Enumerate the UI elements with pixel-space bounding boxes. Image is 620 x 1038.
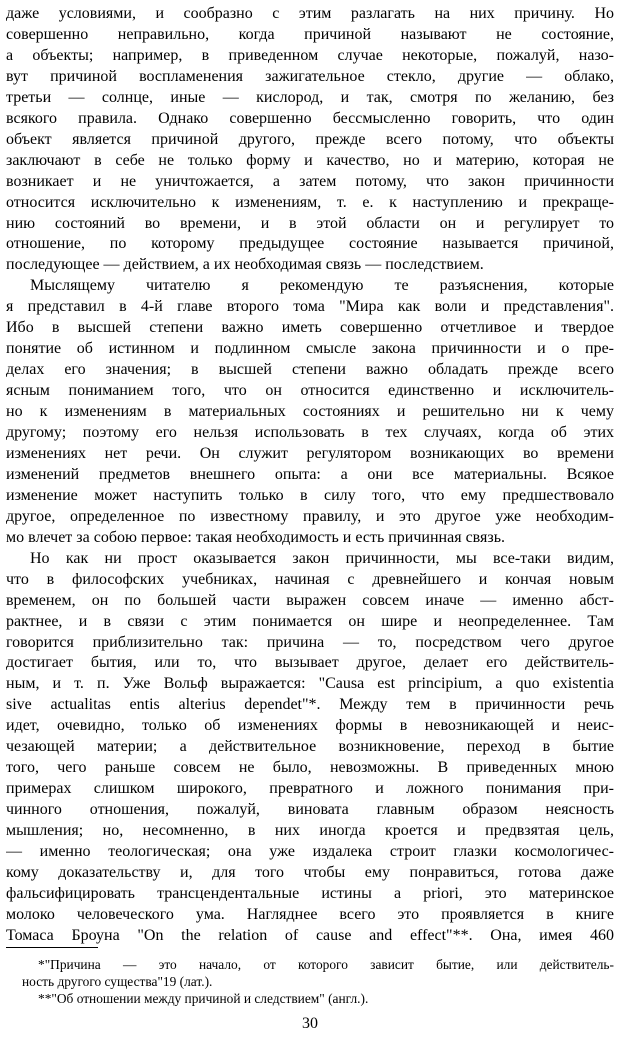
text-line: даже условиями, и сообразно с этим разлагать на них причину. Но	[6, 5, 614, 22]
text-line: всякого правила. Однако совершенно бессмысленно говорить, что один	[6, 109, 614, 127]
page-number: 30	[302, 1015, 318, 1032]
text-line: нию состояний во времени, и в этой области он и регулирует то	[6, 214, 614, 232]
text-line: кому доказательству и, для того чтобы ему понравиться, готова даже	[6, 863, 614, 881]
footnote-line: ность другого существа"19 (лат.).	[22, 974, 213, 989]
text-line: — именно теологическая; она уже издалека строит глазки космологичес-	[6, 843, 614, 860]
text-line: относится исключительно к изменениям, т. е. к наступлению и прекраще-	[6, 193, 614, 211]
text-line: изменение может наступить только в силу того, что ему предшествовало	[6, 486, 614, 504]
text-line: Томаса Броуна "On the relation of cause and effect"**. Она, имея 460	[6, 926, 614, 944]
text-line: чезающей материи; а действительное возникновение, переход в бытие	[6, 738, 614, 756]
text-line: но к изменениям в материальных состояниях и решительно ни к чему	[6, 403, 614, 421]
text-line: объект является причиной другого, прежде всего потому, что объекты	[6, 130, 614, 148]
text-line: того, чего раньше совсем не было, невозможны. В приведенных мною	[6, 759, 614, 777]
text-line: чинного отношения, пожалуй, виновата главным образом неясность	[6, 801, 614, 819]
text-line: идет, очевидно, только об изменениях формы в невозникающей и неис-	[6, 717, 614, 735]
text-line: а объекты; например, в приведенном случае некоторые, пожалуй, назо-	[6, 46, 614, 64]
text-line: изменениях нет речи. Он служит регулятором возникающих во времени	[6, 444, 614, 462]
text-line: Но как ни прост оказывается закон причинности, мы все-таки видим,	[30, 549, 614, 567]
text-line: другое, определенное по известному правилу, и это другое уже необходим-	[6, 507, 614, 525]
text-line: совершенно неправильно, когда причиной называют не состояние,	[6, 25, 614, 43]
text-line: рактнее, и в связи с этим понимается он шире и неопределеннее. Там	[6, 612, 614, 630]
text-line: последующее — действием, а их необходимая связь — последствием.	[6, 256, 484, 274]
text-line: мышления; но, несомненно, в них иногда кроется и предвзятая цель,	[6, 822, 614, 840]
text-line: что в философских учебниках, начиная с древнейшего и кончая новым	[6, 570, 614, 588]
text-line: примерах слишком широкого, превратного и ложного понимания при-	[6, 780, 614, 798]
text-line: я представил в 4-й главе второго тома "Мира как воли и представления".	[6, 298, 614, 316]
footnote-line: **"Об отношении между причиной и следствием" (англ.).	[38, 991, 369, 1006]
text-line: фальсифицировать трансцендентальные истины a priori, это материнское	[6, 884, 614, 902]
text-line: sive actualitas entis alterius dependet"*. Между тем в причинности речь	[6, 696, 614, 714]
footnote-divider	[6, 947, 98, 948]
text-line: делах его значения; в высшей степени важно обладать прежде всего	[6, 361, 614, 379]
text-line: возникает и не уничтожается, а затем потому, что закон причинности	[6, 172, 614, 190]
text-line: Ибо в высшей степени важно иметь совершенно отчетливое и твердое	[6, 319, 614, 337]
text-line: другому; поэтому его нельзя использовать в тех случаях, когда об этих	[6, 424, 614, 441]
text-line: ясным пониманием того, что он относится единственно и исключитель-	[6, 382, 614, 400]
text-line: вут причиной воспламенения зажигательное стекло, другие — облако,	[6, 67, 614, 85]
text-line: временем, он по большей части выражен совсем иначе — именно абст-	[6, 591, 614, 609]
text-line: ным, и т. п. Уже Вольф выражается: "Causa est principium, a quo existentia	[6, 675, 614, 693]
text-line: молоко человеческого ума. Нагляднее всего это проявляется в книге	[6, 905, 614, 923]
text-line: мо влечет за собою первое: такая необходимость и есть причинная связь.	[6, 528, 505, 546]
text-line: третьи — солнце, иные — кислород, и так, смотря по желанию, без	[6, 88, 614, 106]
text-line: изменений предметов внешнего опыта: а они все материальны. Всякое	[6, 465, 614, 483]
text-line: достигает бытия, или то, что вызывает другое, делает его действитель-	[6, 654, 614, 672]
text-line: Мыслящему читателю я рекомендую те разъяснения, которые	[30, 277, 614, 295]
text-line: говорится приблизительно так: причина — то, посредством чего другое	[6, 633, 614, 651]
text-line: отношение, по которому предыдущее состояние называется причиной,	[6, 235, 614, 253]
footnote-line: *"Причина — это начало, от которого зависит бытие, или действитель-	[38, 957, 614, 972]
text-line: понятие об истинном и подлинном смысле закона причинности и о пре-	[6, 340, 614, 358]
text-line: заключают в себе не только форму и качество, но и материю, которая не	[6, 151, 614, 169]
